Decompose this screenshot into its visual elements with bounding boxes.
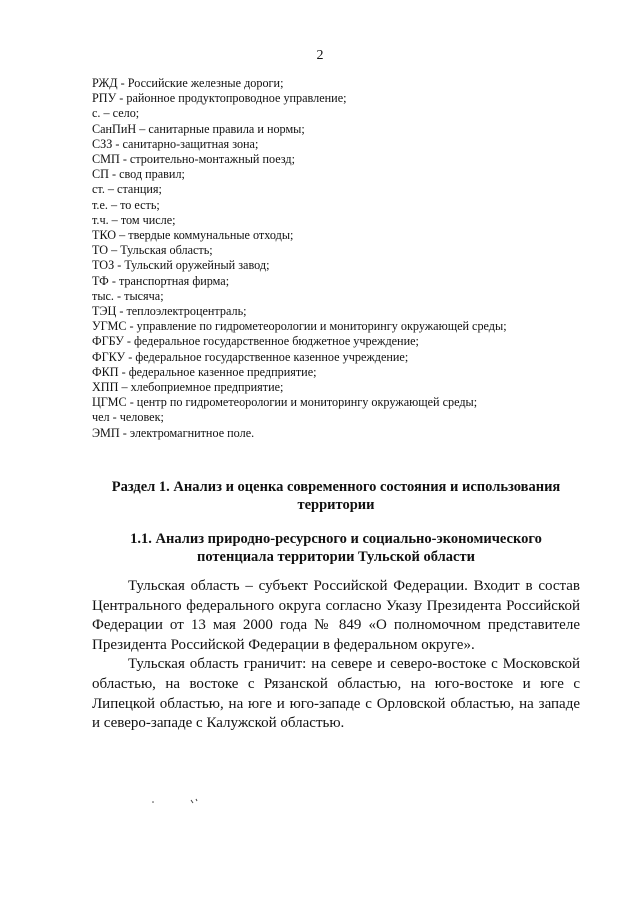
abbreviation-item: ФКП - федеральное казенное предприятие; — [92, 364, 317, 379]
abbreviation-item: РПУ - районное продуктопроводное управление; — [92, 91, 347, 106]
paragraph: Тульская область граничит: на севере и северо-востоке с Московской областью, на востоке с Рязанской областью, на юго-востоке и юге с Липецкой областью, на юге и юго-западе с Орловской областью, на западе и северо-западе с Калужской областью. — [92, 656, 580, 732]
body-text — [92, 577, 580, 734]
abbreviation-item: с. – село; — [92, 106, 140, 121]
abbreviation-item: ТО – Тульская область; — [92, 243, 213, 258]
subsection-heading-line: 1.1. Анализ природно-ресурсного и социально-экономического — [130, 531, 542, 547]
abbreviation-item: ТОЗ - Тульский оружейный завод; — [92, 258, 270, 273]
section-heading — [92, 478, 580, 514]
abbreviation-item: СанПиН – санитарные правила и нормы; — [92, 121, 305, 136]
abbreviation-item: ФГКУ - федеральное государственное казенное учреждение; — [92, 349, 409, 364]
abbreviation-item: ЦГМС - центр по гидрометеорологии и мониторингу окружающей среды; — [92, 395, 478, 410]
abbreviation-item: УГМС - управление по гидрометеорологии и мониторингу окружающей среды; — [92, 319, 507, 334]
abbreviation-item: СП - свод правил; — [92, 167, 185, 182]
abbreviation-item: ТКО – твердые коммунальные отходы; — [92, 228, 294, 243]
abbreviation-item: СЗЗ - санитарно-защитная зона; — [92, 136, 259, 151]
abbreviation-list — [92, 76, 562, 441]
abbreviation-item: СМП - строительно-монтажный поезд; — [92, 152, 295, 167]
abbreviation-item: тыс. - тысяча; — [92, 288, 164, 303]
abbreviation-item: т.ч. – том числе; — [92, 212, 176, 227]
abbreviation-item: ЭМП - электромагнитное поле. — [92, 425, 255, 440]
abbreviation-item: ст. – станция; — [92, 182, 162, 197]
subsection-heading-line: потенциала территории Тульской области — [197, 549, 475, 565]
page-number: 2 — [316, 48, 324, 63]
subsection-heading — [92, 530, 580, 566]
section-heading-line: территории — [297, 497, 375, 513]
paragraph: Тульская область – субъект Российской Федерации. Входит в состав Центрального федерального округа согласно Указу Президента Российской Федерации от 13 мая 2000 года № 849 «О полномочном представителе Президента Российской Федерации в федеральном округе». — [92, 578, 580, 653]
abbreviation-item: чел - человек; — [92, 410, 164, 425]
scan-marks — [150, 796, 210, 806]
section-heading-line: Раздел 1. Анализ и оценка современного состояния и использования — [111, 479, 561, 495]
abbreviation-item: ТФ - транспортная фирма; — [92, 273, 230, 288]
abbreviation-item: ТЭЦ - теплоэлектроцентраль; — [92, 304, 247, 319]
abbreviation-item: ХПП – хлебоприемное предприятие; — [92, 380, 284, 395]
abbreviation-item: ФГБУ - федеральное государственное бюджетное учреждение; — [92, 334, 419, 349]
abbreviation-item: РЖД - Российские железные дороги; — [92, 76, 284, 90]
abbreviation-item: т.е. – то есть; — [92, 197, 160, 212]
